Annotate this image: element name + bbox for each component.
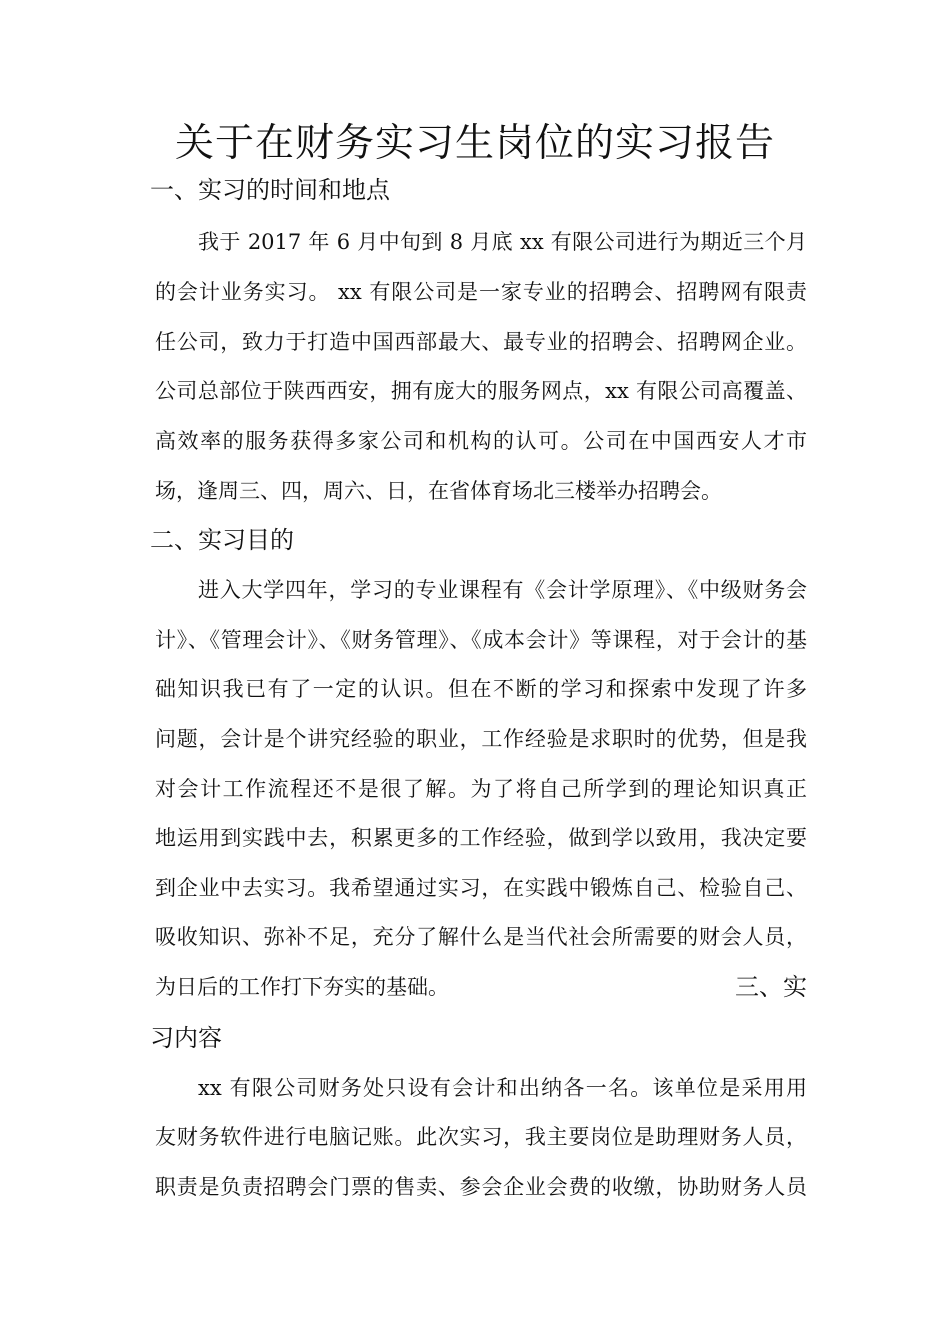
document-title: 关于在财务实习生岗位的实习报告 bbox=[174, 121, 775, 166]
paragraph-line: 公司总部位于陕西西安，拥有庞大的服务网点，xx 有限公司高覆盖、 bbox=[155, 379, 807, 403]
paragraph-line: 到企业中去实习。我希望通过实习，在实践中锻炼自己、检验自己、 bbox=[155, 876, 807, 900]
section-heading-purpose: 二、实习目的 bbox=[150, 526, 294, 554]
paragraph-line: 对会计工作流程还不是很了解。为了将自己所学到的理论知识真正 bbox=[155, 777, 807, 801]
paragraph-line: 的会计业务实习。 xx 有限公司是一家专业的招聘会、招聘网有限责 bbox=[155, 280, 807, 304]
paragraph-line: 吸收知识、弥补不足，充分了解什么是当代社会所需要的财会人员， bbox=[155, 925, 807, 949]
paragraph-line: 地运用到实践中去，积累更多的工作经验，做到学以致用，我决定要 bbox=[155, 826, 807, 850]
paragraph-line: 友财务软件进行电脑记账。此次实习，我主要岗位是助理财务人员， bbox=[155, 1125, 807, 1149]
paragraph-line: 高效率的服务获得多家公司和机构的认可。公司在中国西安人才市 bbox=[155, 429, 807, 453]
paragraph-line: 问题，会计是个讲究经验的职业，工作经验是求职时的优势，但是我 bbox=[155, 727, 807, 751]
paragraph-line: 础知识我已有了一定的认识。但在不断的学习和探索中发现了许多 bbox=[155, 677, 807, 701]
section-heading-content-part1: 三、实 bbox=[735, 973, 807, 1001]
paragraph-line: 计》、《管理会计》、《财务管理》、《成本会计》等课程，对于会计的基 bbox=[155, 628, 807, 652]
paragraph-line: 我于 2017 年 6 月中旬到 8 月底 xx 有限公司进行为期近三个月 bbox=[198, 230, 807, 254]
paragraph-line: xx 有限公司财务处只设有会计和出纳各一名。该单位是采用用 bbox=[198, 1076, 807, 1100]
paragraph-line: 进入大学四年，学习的专业课程有《会计学原理》、《中级财务会 bbox=[198, 578, 807, 602]
paragraph-line: 场，逢周三、四，周六、日，在省体育场北三楼举办招聘会。 bbox=[155, 479, 722, 503]
paragraph-line-text: 为日后的工作打下夯实的基础。 bbox=[155, 975, 449, 999]
section-heading-content-part2: 习内容 bbox=[150, 1024, 222, 1052]
paragraph-line: 职责是负责招聘会门票的售卖、参会企业会费的收缴，协助财务人员 bbox=[155, 1175, 807, 1199]
paragraph-line-with-heading bbox=[155, 972, 807, 1002]
paragraph-line: 任公司，致力于打造中国西部最大、最专业的招聘会、招聘网企业。 bbox=[155, 330, 807, 354]
section-heading-time-place: 一、实习的时间和地点 bbox=[150, 176, 390, 204]
